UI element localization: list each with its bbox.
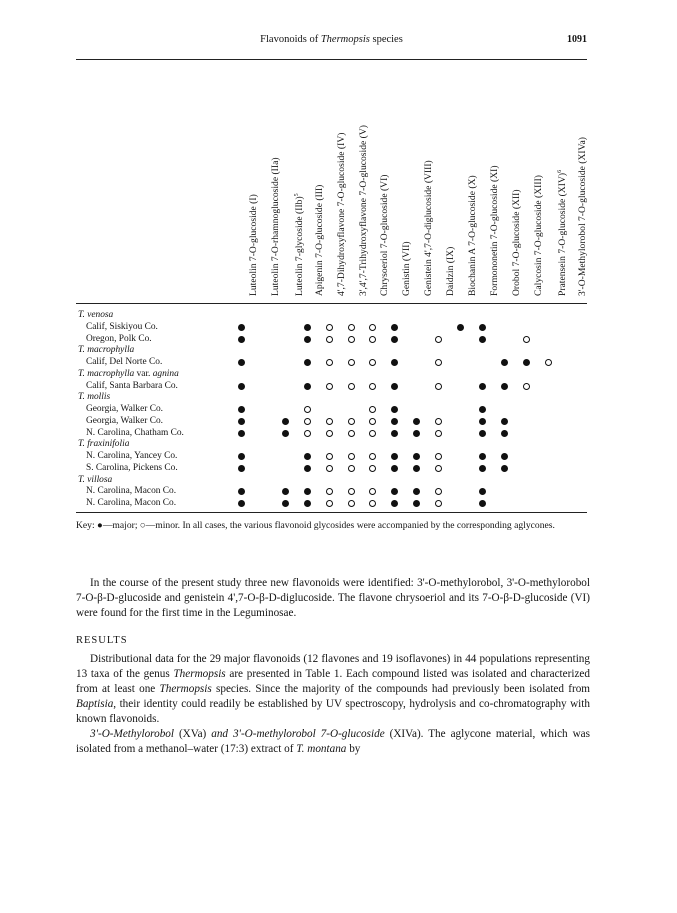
paragraph-new-flavonoids: In the course of the present study three new flavonoids were identified: 3'-O-methylorobol, 3'-O-methylorobol 7-O-β-D-glucoside and genistein 4',7-O-β-D-diglucoside. The flavone chrysoeriol and its 7-O-β-D-glucoside (VI) were found for the first time in the Leguminosae. (76, 577, 590, 619)
major-marker (391, 465, 398, 472)
minor-marker (348, 359, 355, 366)
row-label-text: Georgia, Walker Co. (86, 404, 164, 414)
minor-marker (326, 336, 333, 343)
minor-marker (369, 465, 376, 472)
major-marker (282, 430, 289, 437)
minor-marker (523, 336, 530, 343)
minor-marker (326, 500, 333, 507)
row-label-text: S. Carolina, Pickens Co. (86, 462, 178, 473)
minor-marker (435, 336, 442, 343)
minor-marker (435, 488, 442, 495)
major-marker (238, 383, 245, 390)
column-header: Luteolin 7-glycoside (IIb)$^5$ (293, 193, 305, 296)
major-marker (238, 324, 245, 331)
running-title: Flavonoids of Thermopsis species (260, 34, 403, 45)
major-marker (304, 324, 311, 331)
column-header: Genistein 4',7-O-diglucoside (VIII) (423, 160, 435, 296)
major-marker (238, 453, 245, 460)
major-marker (391, 430, 398, 437)
major-marker (282, 488, 289, 495)
major-marker (304, 500, 311, 507)
page-number: 1091 (567, 34, 587, 45)
minor-marker (326, 488, 333, 495)
major-marker (238, 500, 245, 507)
locality-label (86, 428, 184, 439)
major-marker (282, 418, 289, 425)
column-header: Genistin (VII) (401, 241, 413, 296)
minor-marker (435, 465, 442, 472)
row-label-variety: agnina (152, 368, 179, 379)
major-marker (479, 500, 486, 507)
major-marker (413, 488, 420, 495)
major-marker (413, 430, 420, 437)
locality-label (86, 357, 162, 368)
row-label-text: T. villosa (78, 474, 113, 485)
locality-label (86, 334, 152, 345)
row-label-text: Georgia, Walker Co. (86, 415, 164, 426)
row-label-text: N. Carolina, Macon Co. (86, 486, 177, 497)
minor-marker (304, 430, 311, 437)
row-label-text: N. Carolina, Macon Co. (86, 498, 177, 508)
major-marker (391, 324, 398, 331)
major-marker (238, 465, 245, 472)
major-marker (304, 453, 311, 460)
locality-label (86, 322, 158, 333)
column-header: Calycosin 7-O-glucoside (XIII) (532, 175, 544, 296)
minor-marker (369, 418, 376, 425)
major-marker (501, 453, 508, 460)
major-marker (391, 418, 398, 425)
row-label-text: N. Carolina, Chatham Co. (86, 427, 184, 438)
major-marker (501, 465, 508, 472)
major-marker (304, 383, 311, 390)
minor-marker (545, 359, 552, 366)
major-marker (282, 500, 289, 507)
major-marker (479, 488, 486, 495)
minor-marker (348, 500, 355, 507)
column-header: Luteolin 7-O-glucoside (I) (248, 194, 259, 296)
locality-label (86, 451, 177, 462)
species-label (78, 475, 112, 486)
major-marker (457, 324, 464, 331)
minor-marker (369, 500, 376, 507)
minor-marker (348, 324, 355, 331)
locality-label (86, 381, 178, 392)
minor-marker (348, 465, 355, 472)
major-marker (391, 453, 398, 460)
row-label-suffix: var. (134, 368, 153, 379)
minor-marker (435, 359, 442, 366)
column-header: Daidzin (IX) (445, 246, 457, 296)
minor-marker (435, 500, 442, 507)
minor-marker (369, 324, 376, 331)
locality-label (86, 463, 178, 474)
body-text (76, 576, 590, 757)
major-marker (391, 488, 398, 495)
minor-marker (369, 359, 376, 366)
minor-marker (369, 336, 376, 343)
minor-marker (326, 359, 333, 366)
species-label (78, 310, 113, 321)
minor-marker (326, 430, 333, 437)
minor-marker (326, 383, 333, 390)
minor-marker (326, 453, 333, 460)
locality-label (86, 416, 163, 427)
column-header: Formononetin 7-O-glucoside (XI) (488, 165, 500, 296)
minor-marker (435, 453, 442, 460)
major-marker (479, 418, 486, 425)
row-label-text: T. macrophylla (78, 368, 135, 379)
major-marker (479, 324, 486, 331)
paragraph-distribution: Distributional data for the 29 major flavonoids (12 flavones and 19 isoflavones) in 44 populations representing 13 taxa of the genus Thermopsis are presented in Table 1. Each compound listed was isolated and characterized from at least one Thermopsis species. Since the majority of the compounds had previously been isolated from Baptisia, their identity could readily be established by UV spectroscopy, hydrolysis and co-chromatography with known flavonoids. (76, 653, 590, 725)
locality-label (86, 498, 176, 509)
species-label (78, 369, 179, 380)
row-label-text: Calif, Santa Barbara Co. (86, 380, 178, 391)
minor-marker (348, 383, 355, 390)
locality-label (86, 486, 176, 497)
major-marker (304, 488, 311, 495)
major-marker (304, 359, 311, 366)
major-marker (391, 500, 398, 507)
major-marker (413, 453, 420, 460)
major-marker (501, 359, 508, 366)
minor-marker (369, 488, 376, 495)
major-marker (479, 453, 486, 460)
species-label (78, 439, 129, 450)
column-footnote-marker: 6 (556, 169, 563, 173)
major-marker (391, 383, 398, 390)
minor-marker (326, 324, 333, 331)
major-marker (413, 418, 420, 425)
minor-marker (348, 336, 355, 343)
minor-marker (369, 406, 376, 413)
major-marker (479, 465, 486, 472)
column-header: Chrysoeriol 7-O-glucoside (VI) (379, 174, 391, 296)
row-label-text: T. mollis (78, 392, 111, 403)
minor-marker (326, 465, 333, 472)
major-marker (238, 430, 245, 437)
row-label-text: N. Carolina, Yancey Co. (86, 451, 178, 461)
row-label-text: Oregon, Polk Co. (86, 333, 152, 344)
locality-label (86, 404, 163, 415)
minor-marker (369, 383, 376, 390)
major-marker (413, 465, 420, 472)
major-marker (238, 336, 245, 343)
column-footnote-marker: 5 (293, 193, 300, 197)
major-marker (304, 336, 311, 343)
major-marker (479, 336, 486, 343)
minor-marker (523, 383, 530, 390)
row-label-text: T. fraxinifolia (78, 439, 130, 450)
major-marker (501, 430, 508, 437)
minor-marker (369, 430, 376, 437)
column-header: Pratensein 7-O-glucoside (XIV)$^6$ (556, 169, 568, 296)
major-marker (501, 383, 508, 390)
major-marker (304, 465, 311, 472)
table-key: Key: ●—major; ○—minor. In all cases, the various flavonoid glycosides were accompanied by the corresponding aglycones. (76, 520, 555, 531)
minor-marker (435, 383, 442, 390)
column-header: 3',4',7-Trihydroxyflavone 7-O-glucoside (V) (357, 125, 369, 296)
major-marker (238, 359, 245, 366)
species-label (78, 392, 110, 403)
major-marker (238, 406, 245, 413)
major-marker (238, 488, 245, 495)
row-label-text: Calif, Del Norte Co. (86, 357, 163, 367)
column-header: Luteolin 7-O-rhamnoglucoside (IIa) (269, 157, 281, 296)
row-label-text: T. venosa (78, 310, 114, 320)
column-header: 3'-O-Methylorobol 7-O-glucoside (XIVa) (576, 137, 588, 296)
major-marker (523, 359, 530, 366)
major-marker (501, 418, 508, 425)
major-marker (391, 406, 398, 413)
minor-marker (348, 430, 355, 437)
major-marker (479, 383, 486, 390)
major-marker (479, 406, 486, 413)
column-header: Apigenin 7-O-glucoside (III) (313, 184, 325, 296)
minor-marker (435, 418, 442, 425)
minor-marker (435, 430, 442, 437)
row-label-text: Calif, Siskiyou Co. (86, 321, 158, 332)
row-label-text: T. macrophylla (78, 345, 135, 356)
major-marker (391, 359, 398, 366)
results-heading: RESULTS (76, 635, 128, 646)
minor-marker (348, 488, 355, 495)
minor-marker (326, 418, 333, 425)
paragraph-methylorobol: 3'-O-Methylorobol (XVa) and 3'-O-methylorobol 7-O-glucoside (XIVa). The aglycone material, which was isolated from a methanol–water (17:3) extract of T. montana by (76, 728, 590, 755)
major-marker (479, 430, 486, 437)
minor-marker (304, 418, 311, 425)
minor-marker (348, 418, 355, 425)
major-marker (391, 336, 398, 343)
minor-marker (304, 406, 311, 413)
column-header: 4',7-Dihydroxyflavone 7-O-glucoside (IV) (335, 132, 347, 296)
column-header: Biochanin A 7-O-glucoside (X) (467, 175, 478, 296)
minor-marker (348, 453, 355, 460)
major-marker (413, 500, 420, 507)
column-header: Orobol 7-O-glucoside (XII) (510, 189, 522, 296)
minor-marker (369, 453, 376, 460)
major-marker (238, 418, 245, 425)
species-label (78, 345, 134, 356)
